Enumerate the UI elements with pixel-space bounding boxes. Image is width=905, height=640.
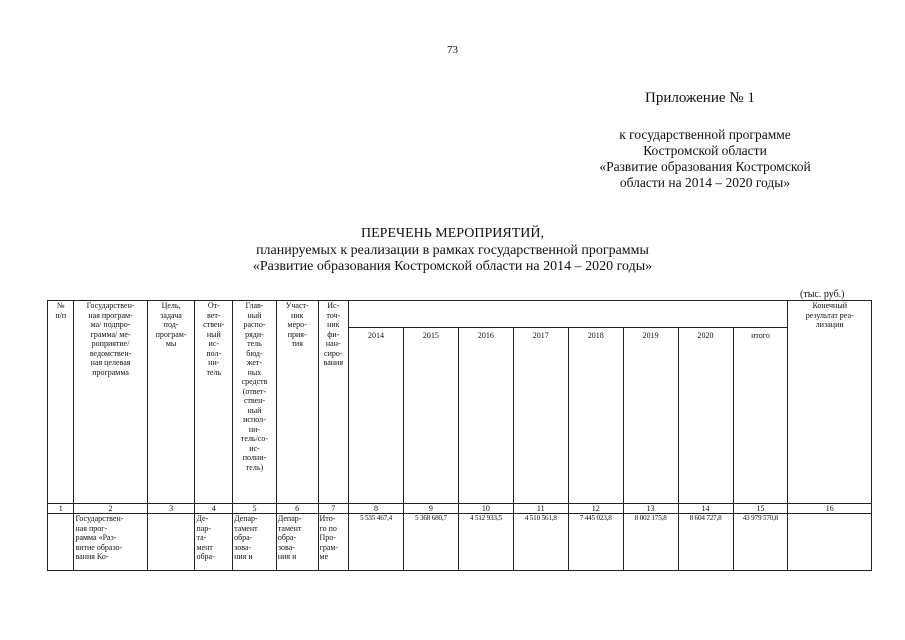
appendix-reference-line: к государственной программе xyxy=(619,127,791,142)
column-number: 1 xyxy=(48,504,74,514)
header-year: 2014 xyxy=(349,328,404,504)
currency-unit: (тыс. руб.) xyxy=(800,289,845,300)
column-number: 15 xyxy=(733,504,788,514)
column-number: 13 xyxy=(623,504,678,514)
cell-program: Государствен- ная прог- рамма «Раз- витие образо- вания Ко- xyxy=(74,514,147,571)
cell-no xyxy=(48,514,74,571)
header-year: 2019 xyxy=(623,328,678,504)
document-title xyxy=(0,226,905,276)
appendix-label: Приложение № 1 xyxy=(645,90,755,106)
appendix-reference-line: Костромской области xyxy=(643,143,767,158)
column-number: 4 xyxy=(195,504,233,514)
header-year: 2016 xyxy=(458,328,513,504)
column-number: 16 xyxy=(788,504,872,514)
header-year: 2018 xyxy=(568,328,623,504)
column-number: 2 xyxy=(74,504,147,514)
header-program: Государствен- ная програм- ма/ подпро- грамма/ ме- роприятие/ ведомствен- ная целевая программа xyxy=(74,301,147,504)
column-number: 11 xyxy=(513,504,568,514)
cell-value-total: 43 979 570,8 xyxy=(733,514,788,571)
page-number: 73 xyxy=(447,44,458,56)
column-number: 8 xyxy=(349,504,404,514)
header-goal: Цель, задача под- програм- мы xyxy=(147,301,195,504)
cell-result xyxy=(788,514,872,571)
cell-value-2015: 5 368 680,7 xyxy=(403,514,458,571)
header-no: № п/п xyxy=(48,301,74,504)
column-number: 10 xyxy=(458,504,513,514)
header-years-group xyxy=(349,301,788,328)
title-line: ПЕРЕЧЕНЬ МЕРОПРИЯТИЙ, xyxy=(361,226,544,241)
column-number: 12 xyxy=(568,504,623,514)
header-participant: Участ- ник меро- прия- тия xyxy=(276,301,318,504)
header-year: 2017 xyxy=(513,328,568,504)
title-line: «Развитие образования Костромской области на 2014 – 2020 годы» xyxy=(252,259,653,274)
column-number: 14 xyxy=(678,504,733,514)
header-year: 2015 xyxy=(403,328,458,504)
title-line: планируемых к реализации в рамках государственной программы xyxy=(256,242,649,258)
cell-value-2018: 7 445 023,8 xyxy=(568,514,623,571)
cell-value-2014: 5 535 467,4 xyxy=(349,514,404,571)
cell-main-manager: Депар- тамент обра- зова- ния и xyxy=(233,514,277,571)
cell-goal xyxy=(147,514,195,571)
cell-responsible: Де- пар- та- мент обра- xyxy=(195,514,233,571)
header-result: Конечный результат реа- лизации xyxy=(788,301,872,504)
header-year: 2020 xyxy=(678,328,733,504)
appendix-reference-line: области на 2014 – 2020 годы» xyxy=(619,175,791,190)
header-row xyxy=(48,301,872,328)
header-year-total: итого xyxy=(733,328,788,504)
cell-value-2017: 4 510 561,8 xyxy=(513,514,568,571)
column-number: 3 xyxy=(147,504,195,514)
column-number-row xyxy=(48,504,872,514)
header-source: Ис- точ- ник фи- нан- сиро- вания xyxy=(318,301,349,504)
column-number: 7 xyxy=(318,504,349,514)
column-number: 9 xyxy=(403,504,458,514)
cell-participant: Депар- тамент обра- зова- ния и xyxy=(276,514,318,571)
column-number: 5 xyxy=(233,504,277,514)
header-responsible: От- вет- ствен- ный ис- пол- ни- тель xyxy=(195,301,233,504)
measures-table xyxy=(47,300,872,571)
header-main-manager: Глав- ный распо- ряди- тель бюд- жет- ных средств (ответ- ствен- ный испол- ни- тель/со- ис- полни- тель) xyxy=(233,301,277,504)
table-row xyxy=(48,514,872,571)
cell-value-2019: 8 002 175,8 xyxy=(623,514,678,571)
cell-value-2020: 8 604 727,8 xyxy=(678,514,733,571)
column-number: 6 xyxy=(276,504,318,514)
cell-value-2016: 4 512 933,5 xyxy=(458,514,513,571)
appendix-reference-line: «Развитие образования Костромской xyxy=(599,159,811,174)
cell-source: Ито- го по Про- грам- ме xyxy=(318,514,349,571)
appendix-reference xyxy=(560,127,850,191)
